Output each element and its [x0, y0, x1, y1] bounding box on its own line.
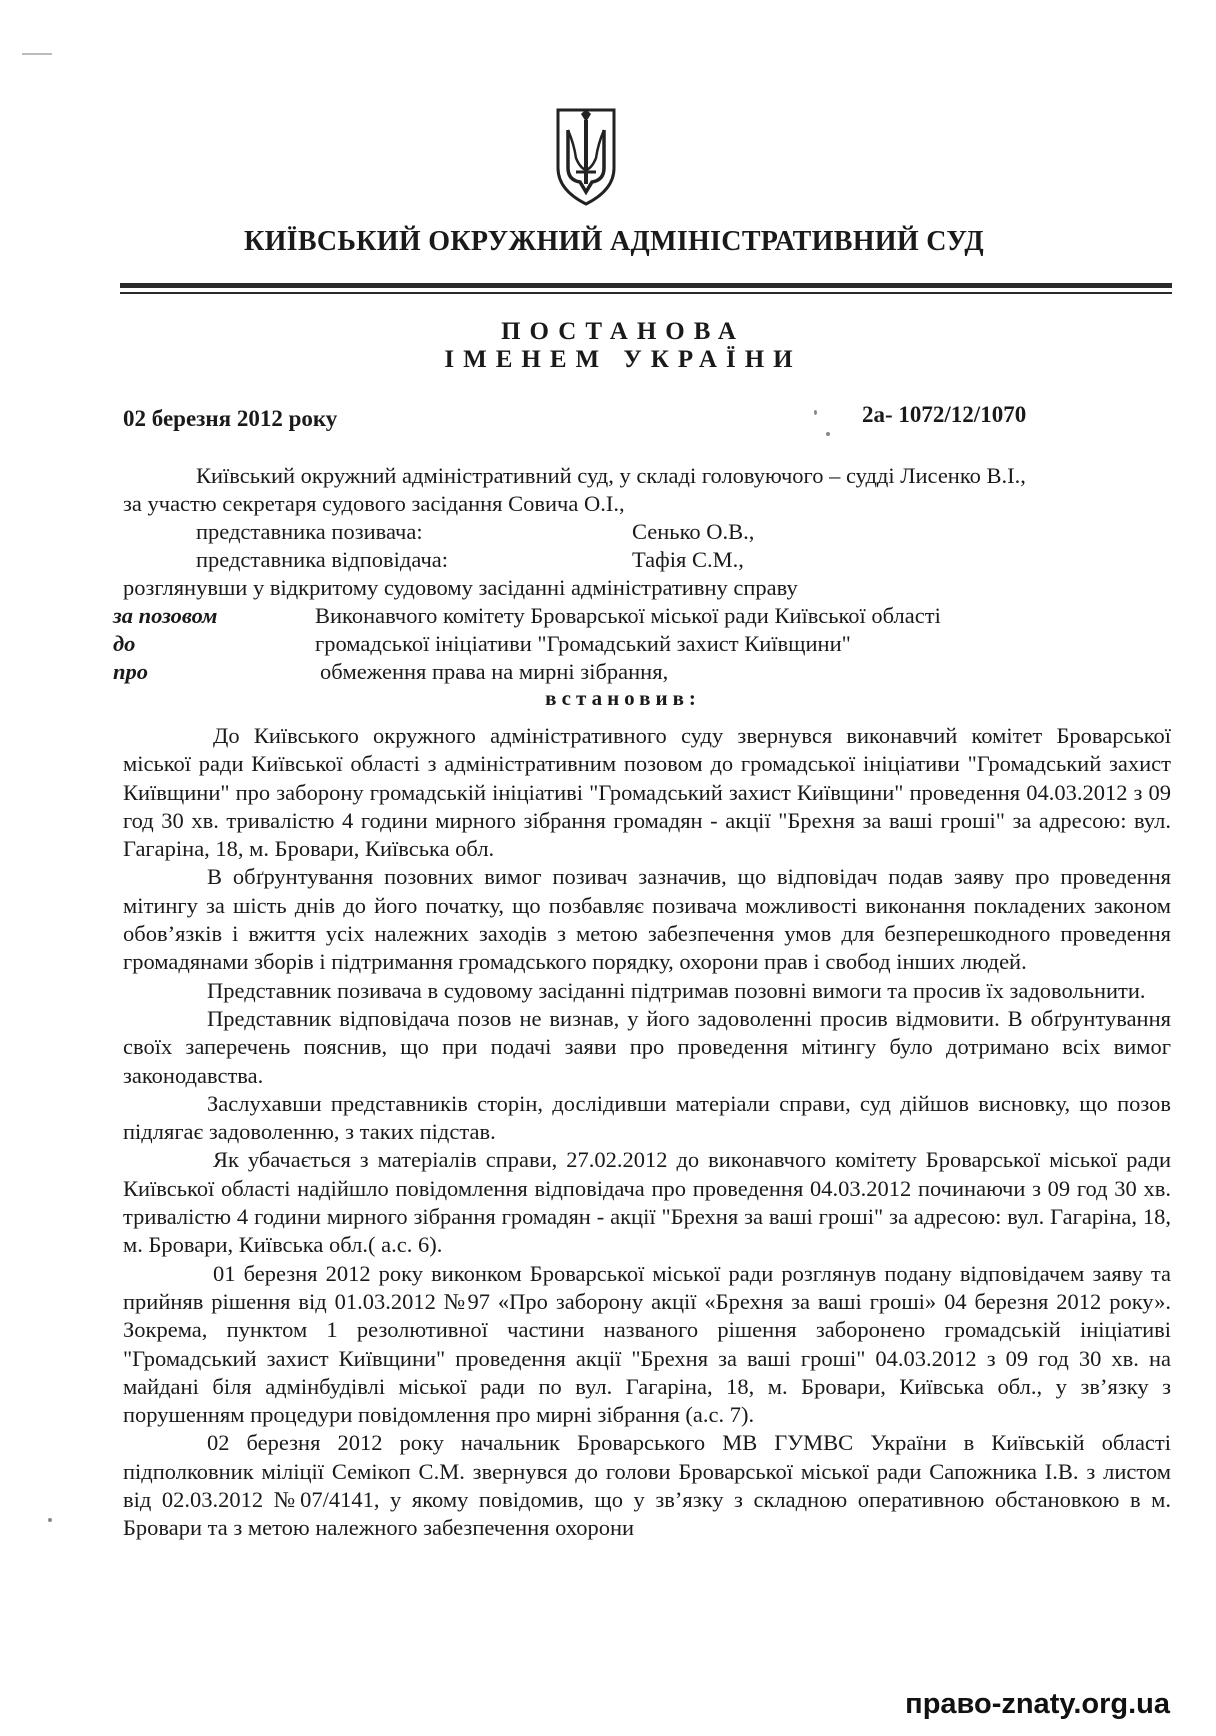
coat-of-arms-icon	[554, 106, 618, 208]
decision-date: 02 березня 2012 року	[123, 406, 338, 431]
defendant-rep-label: представника відповідача:	[196, 547, 448, 572]
document-title: ПОСТАНОВА	[501, 318, 745, 345]
site-watermark: право-znaty.org.ua	[905, 1688, 1170, 1720]
scan-speck	[814, 410, 817, 415]
to-label: до	[113, 631, 136, 656]
established-heading: встановив:	[545, 686, 701, 710]
about-label: про	[113, 659, 149, 684]
case-number: 2а- 1072/12/1070	[862, 402, 1027, 427]
paragraph: Заслухавши представників сторін, дослідивши матеріали справи, суд дійшов висновку, що позов підлягає задоволенню, з таких підстав.	[123, 1090, 1171, 1145]
scan-speck	[826, 432, 830, 436]
court-name: КИЇВСЬКИЙ ОКРУЖНИЙ АДМІНІСТРАТИВНИЙ СУД	[244, 226, 984, 257]
paragraph: 02 березня 2012 року начальник Броварського МВ ГУМВС України в Київській області підполковник міліції Семікоп С.М. звернувся до голови Броварської міської ради Сапожника І.В. з листом від 02.03.2012 №07/4141, у якому повідомив, що у зв’язку з складною оперативною обстановкою в м. Бровари та з метою належного забезпечення охорони	[123, 1430, 1171, 1541]
composition-line-1: Київський окружний адміністративний суд, у складі головуючого – судді Лисенко В.І.,	[196, 463, 1026, 488]
to-value: громадської ініціативи "Громадський захист Київщини"	[315, 631, 851, 656]
paragraph: Як убачається з матеріалів справи, 27.02.2012 до виконавчого комітету Броварської міської ради Київської області надійшло повідомлення відповідача про проведення 04.03.2012 починаючи з 09 год 30 хв. тривалістю 4 години мирного зібрання громадян - акції "Брехня за ваші гроші" за адресою: вул. Гагаріна, 18, м. Бровари, Київська обл.( а.с. 6).	[123, 1147, 1171, 1258]
paragraph: 01 березня 2012 року виконком Броварської міської ради розглянув подану відповідачем заяву та прийняв рішення від 01.03.2012 №97 «Про заборону акції «Брехня за ваші гроші» 04 березня 2012 року». Зокрема, пунктом 1 резолютивної частини названого рішення заборонено громадській ініціативі "Громадський захист Київщини" проведення акції "Брехня за ваші гроші" 04.03.2012 з 09 год 30 хв. на майдані біля адмінбудівлі міської ради по вул. Гагаріна, 18, м. Бровари, Київська обл., у зв’язку з порушенням процедури повідомлення про мирні зібрання (а.с. 7).	[123, 1260, 1171, 1428]
scan-speck	[22, 53, 52, 55]
paragraph: В обґрунтування позовних вимог позивач зазначив, що відповідач подав заяву про проведення мітингу за шість днів до його початку, що позбавляє позивача можливості виконання покладених законом обов’язків і вжиття усіх належних заходів з метою забезпечення умов для безперешкодного проведення громадянами зборів і підтримання громадського порядку, охорони прав і свобод інших людей.	[123, 864, 1171, 975]
paragraph: Представник відповідача позов не визнав, у його задоволенні просив відмовити. В обґрунтування своїх заперечень пояснив, що при подачі заяви про проведення мітингу було дотримано всіх вимог законодавства.	[123, 1005, 1171, 1088]
composition-line-2: за участю секретаря судового засідання Совича О.І.,	[123, 491, 625, 516]
plaintiff-rep-label: представника позивача:	[196, 519, 423, 544]
decision-body	[123, 722, 1171, 1543]
header-divider-thick	[120, 283, 1172, 288]
about-value: обмеження права на мирні зібрання,	[320, 659, 669, 684]
paragraph: До Київського окружного адміністративного суду звернувся виконавчий комітет Броварської міської ради Київської області з адміністративним позовом до громадської ініціативи "Громадський захист Київщини" про заборону громадській ініціативі "Громадський захист Київщини" проведення 04.03.2012 з 09 год 30 хв. тривалістю 4 години мирного зібрання громадян - акції "Брехня за ваші гроші" за адресою: вул. Гагаріна, 18, м. Бровари, Київська обл.	[123, 723, 1171, 862]
scan-speck	[48, 1518, 52, 1522]
claim-label: за позовом	[113, 603, 218, 628]
plaintiff-rep-name: Сенько О.В.,	[632, 519, 755, 544]
claim-value: Виконавчого комітету Броварської міської ради Київської області	[315, 603, 941, 628]
document-subtitle: ІМЕНЕМ УКРАЇНИ	[444, 346, 802, 373]
defendant-rep-name: Тафія С.М.,	[632, 547, 744, 572]
header-divider-thin	[120, 292, 1172, 294]
considered-line: розглянувши у відкритому судовому засіданні адміністративну справу	[123, 575, 798, 600]
paragraph: Представник позивача в судовому засіданні підтримав позовні вимоги та просив їх задовольнити.	[207, 977, 1146, 1003]
